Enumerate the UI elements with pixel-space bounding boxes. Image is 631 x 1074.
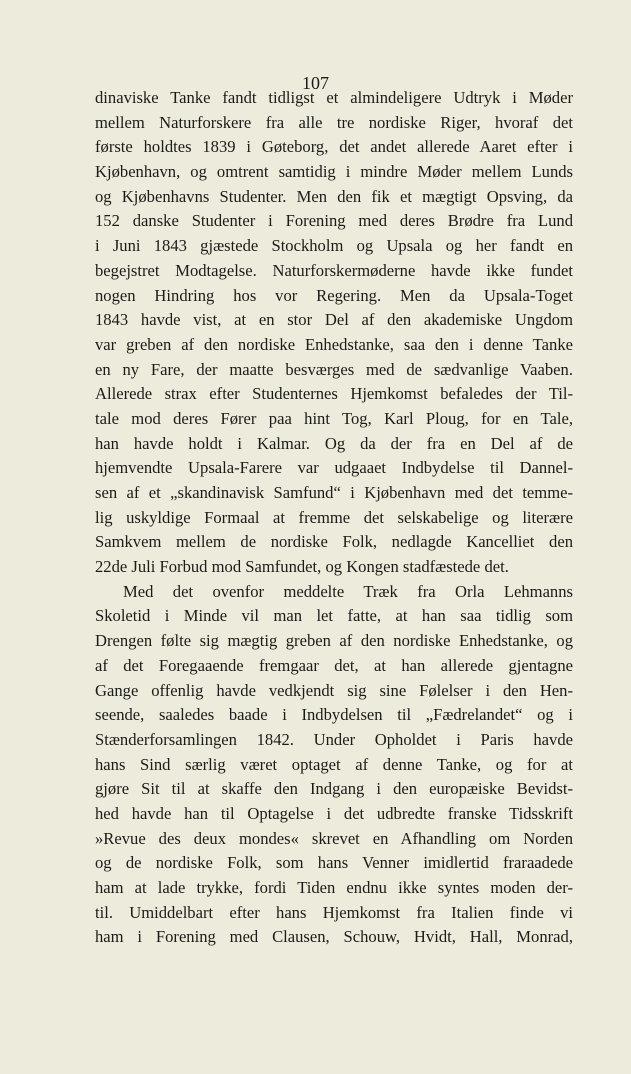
text-line: gjøre Sit til at skaffe den Indgang i den europæiske Bevidst- bbox=[95, 779, 573, 799]
text-line: seende, saaledes baade i Indbydelsen til „Fædrelandet“ og i bbox=[95, 705, 573, 725]
text-line: 152 danske Studenter i Forening med deres Brødre fra Lund bbox=[95, 211, 573, 231]
text-line: tale mod deres Fører paa hint Tog, Karl Ploug, for en Tale, bbox=[95, 408, 573, 428]
text-line: lig uskyldige Formaal at fremme det selskabelige og literære bbox=[95, 507, 573, 527]
text-line: Med det ovenfor meddelte Træk fra Orla Lehmanns bbox=[123, 581, 573, 601]
text-line: 22de Juli Forbud mod Samfundet, og Kongen stadfæstede det. bbox=[95, 557, 509, 577]
text-line: Samkvem mellem de nordiske Folk, nedlagde Kancelliet den bbox=[95, 532, 573, 552]
text-line: til. Umiddelbart efter hans Hjemkomst fra Italien finde vi bbox=[95, 902, 573, 922]
text-line: en ny Fare, der maatte besværges med de sædvanlige Vaaben. bbox=[95, 359, 573, 379]
text-line: mellem Naturforskere fra alle tre nordiske Riger, hvoraf det bbox=[95, 112, 573, 132]
text-line: var greben af den nordiske Enhedstanke, saa den i denne Tanke bbox=[95, 334, 573, 354]
text-line: dinaviske Tanke fandt tidligst et almindeligere Udtryk i Møder bbox=[95, 88, 573, 107]
text-line: i Juni 1843 gjæstede Stockholm og Upsala og her fandt en bbox=[95, 236, 573, 256]
text-line: »Revue des deux mondes« skrevet en Afhandling om Norden bbox=[95, 828, 573, 848]
text-line: hans Sind særlig været optaget af denne Tanke, og for at bbox=[95, 754, 573, 774]
text-line: begejstret Modtagelse. Naturforskermøderne havde ikke fundet bbox=[95, 260, 573, 280]
text-line: hed havde han til Optagelse i det udbredte franske Tidsskrift bbox=[95, 803, 573, 823]
text-line: Drengen følte sig mægtig greben af den nordiske Enhedstanke, og bbox=[95, 631, 573, 651]
text-line: hjemvendte Upsala-Farere var udgaaet Indbydelse til Dannel- bbox=[95, 458, 573, 478]
text-line: Gange offenlig havde vedkjendt sig sine Følelser i den Hen- bbox=[95, 680, 573, 700]
text-line: Kjøbenhavn, og omtrent samtidig i mindre Møder mellem Lunds bbox=[95, 162, 573, 182]
text-line: af det Foregaaende fremgaar det, at han allerede gjentagne bbox=[95, 655, 573, 675]
text-line: Allerede strax efter Studenternes Hjemkomst befaledes der Til- bbox=[95, 384, 573, 404]
text-line: første holdtes 1839 i Gøteborg, det andet allerede Aaret efter i bbox=[95, 137, 573, 157]
text-line: ham at lade trykke, fordi Tiden endnu ikke syntes moden der- bbox=[95, 878, 573, 897]
text-line: 1843 havde vist, at en stor Del af den akademiske Ungdom bbox=[95, 310, 573, 330]
text-line: sen af et „skandinavisk Samfund“ i Kjøbenhavn med det temme- bbox=[95, 483, 573, 502]
page-number: 107 bbox=[302, 73, 329, 93]
text-line: og Kjøbenhavns Studenter. Men den fik et mægtigt Opsving, da bbox=[95, 186, 573, 206]
text-line: nogen Hindring hos vor Regering. Men da Upsala-Toget bbox=[95, 285, 573, 305]
text-line: han havde holdt i Kalmar. Og da der fra en Del af de bbox=[95, 433, 573, 453]
text-line: og de nordiske Folk, som hans Venner imidlertid fraraadede bbox=[95, 853, 573, 873]
text-line: Stænderforsamlingen 1842. Under Opholdet i Paris havde bbox=[95, 729, 573, 749]
body-text bbox=[95, 86, 573, 950]
text-line: Skoletid i Minde vil man let fatte, at han saa tidlig som bbox=[95, 606, 573, 626]
text-line: ham i Forening med Clausen, Schouw, Hvidt, Hall, Monrad, bbox=[95, 927, 573, 947]
